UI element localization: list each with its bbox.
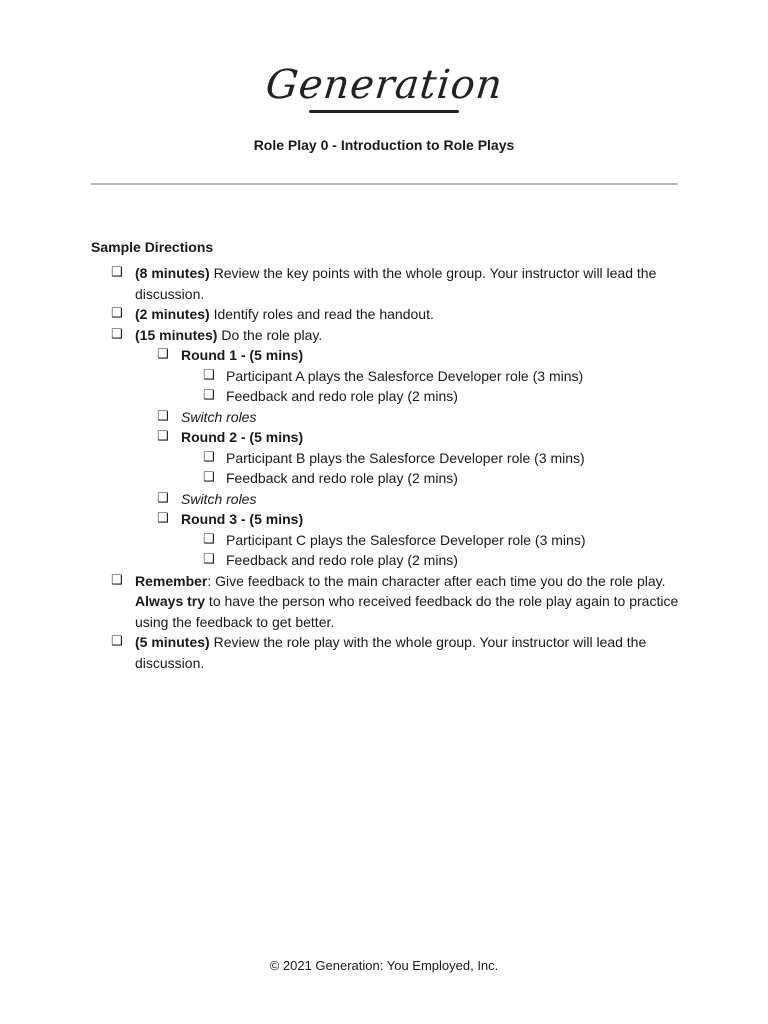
section-heading: Sample Directions [91,239,214,255]
switch-roles-text [181,407,678,428]
switch-roles-text [181,489,678,510]
list-item [0,489,768,510]
document-title: Role Play 0 - Introduction to Role Plays [253,137,515,153]
list-item [0,325,768,346]
checkbox-icon[interactable]: ❑ [203,531,215,547]
list-item [0,571,768,633]
list-item-text: Participant A plays the Salesforce Developer role (3 mins) [226,367,584,384]
list-item [0,345,768,366]
switch-roles-label: Switch roles [181,490,257,507]
generation-logo [0,62,768,113]
item-time-label: (5 minutes) [135,634,210,650]
checkbox-icon[interactable]: ❑ [157,408,169,424]
round-heading [181,345,678,366]
checkbox-icon[interactable]: ❑ [111,326,123,342]
checkbox-icon[interactable]: ❑ [203,388,215,403]
logo-wordmark: Generation [263,62,505,108]
list-item [0,427,768,448]
switch-roles-label: Switch roles [181,408,257,425]
checkbox-icon[interactable]: ❑ [203,367,215,383]
checkbox-icon[interactable]: ❑ [111,265,123,280]
item-instruction: Review the key points with the whole group. Your instructor will lead the discussion. [135,265,657,302]
checkbox-icon[interactable]: ❑ [111,572,123,588]
round-label: Round 2 - (5 mins) [181,429,304,445]
list-item [0,632,768,673]
round-label: Round 3 - (5 mins) [181,511,304,527]
item-instruction: Do the role play. [217,326,323,343]
list-item-text [135,304,680,325]
round-label: Round 1 - (5 mins) [181,347,304,363]
list-item [0,386,768,407]
list-item-text [135,325,680,346]
list-item [0,530,768,551]
item-instruction: : Give feedback to the main character after each time you do the role play. [207,572,666,589]
item-instruction: Review the role play with the whole group. Your instructor will lead the discussion. [135,634,647,671]
checkbox-icon[interactable]: ❑ [203,470,215,485]
list-item-text: Participant B plays the Salesforce Developer role (3 mins) [226,449,585,466]
logo-underline [309,110,459,113]
list-item [0,468,768,489]
checkbox-icon[interactable]: ❑ [111,306,123,321]
checkbox-icon[interactable]: ❑ [157,511,169,526]
list-item-text: Feedback and redo role play (2 mins) [226,552,458,568]
checkbox-icon[interactable]: ❑ [157,490,169,506]
list-item [0,448,768,469]
list-item [0,304,768,325]
item-instruction-continued: to have the person who received feedback do the role play again to practice using the feedback to get better. [135,593,679,630]
checkbox-icon[interactable]: ❑ [203,552,215,567]
list-item-text: Feedback and redo role play (2 mins) [226,470,458,486]
list-item [0,550,768,571]
checkbox-icon[interactable]: ❑ [157,347,169,362]
checkbox-icon[interactable]: ❑ [157,429,169,444]
list-item [0,263,768,304]
item-time-label: (2 minutes) [135,306,210,322]
round-heading [181,509,678,530]
checkbox-icon[interactable]: ❑ [111,634,123,649]
horizontal-divider [91,183,678,185]
list-item [0,407,768,428]
list-item [0,366,768,387]
item-time-label: (15 minutes) [135,326,218,343]
item-instruction: Identify roles and read the handout. [209,306,434,322]
list-item-text [135,632,680,673]
list-item-text: Feedback and redo role play (2 mins) [226,388,458,404]
list-item-text [135,571,680,633]
list-item-text: Participant C plays the Salesforce Developer role (3 mins) [226,531,586,548]
round-heading [181,427,678,448]
copyright-footer: © 2021 Generation: You Employed, Inc. [269,958,499,973]
list-item-text [135,263,680,304]
always-try-label: Always try [135,593,206,609]
list-item [0,509,768,530]
directions-checklist [0,263,768,673]
remember-label: Remember [135,572,208,589]
item-time-label: (8 minutes) [135,265,210,281]
checkbox-icon[interactable]: ❑ [203,449,215,465]
